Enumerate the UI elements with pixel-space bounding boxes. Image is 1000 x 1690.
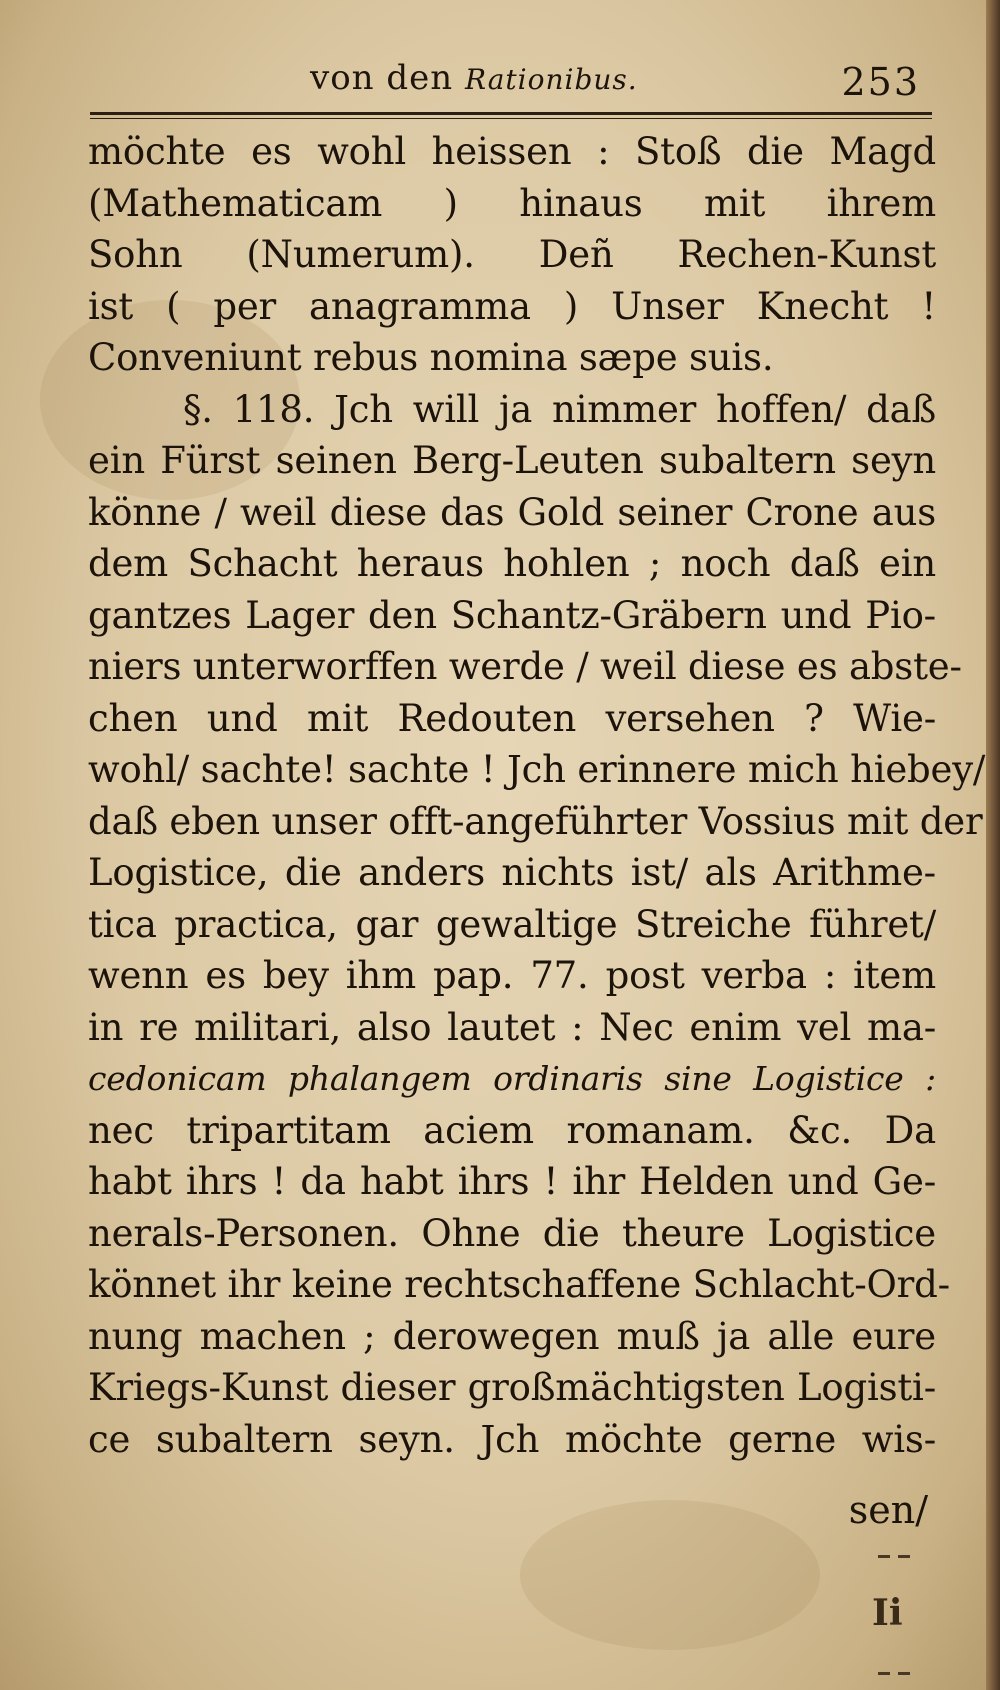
text-line: wohl/ sachte! sachte ! Jch erinnere mich hiebey/ xyxy=(88,748,986,791)
ornament-dash xyxy=(898,1555,910,1558)
text-line: nerals-Personen. Ohne die theure Logistice xyxy=(88,1211,936,1255)
header-rule xyxy=(90,112,932,115)
text-line: cedonicam phalangem ordinaris sine Logistice : xyxy=(88,1059,936,1098)
header-rule-thin xyxy=(90,118,932,119)
page-header xyxy=(90,58,940,108)
text-line: Logistice, die anders nichts ist/ als Arithme- xyxy=(88,851,936,894)
ornament-dash xyxy=(878,1672,890,1675)
text-line: ist ( per anagramma ) Unser Knecht ! xyxy=(88,284,936,328)
ornament-dash xyxy=(898,1672,910,1675)
running-title xyxy=(310,58,638,98)
text-line: §. 118. Jch will ja nimmer hoffen/ daß xyxy=(183,387,936,431)
text-line: nung machen ; derowegen muß ja alle eure xyxy=(88,1314,936,1358)
paper-stain xyxy=(520,1500,820,1650)
text-line: Conveniunt rebus nomina sæpe suis. xyxy=(88,336,774,379)
body-text xyxy=(88,126,986,1465)
text-line: niers unterworffen werde / weil diese es abste- xyxy=(88,645,962,688)
text-line: dem Schacht heraus hohlen ; noch daß ein xyxy=(88,542,936,585)
text-line: habt ihrs ! da habt ihrs ! ihr Helden und Ge- xyxy=(88,1160,936,1203)
page-spine-edge xyxy=(986,0,1000,1690)
text-line: daß eben unser offt-angeführter Vossius mit der xyxy=(88,799,983,843)
running-title-text: von den xyxy=(310,58,454,98)
text-line: möchte es wohl heissen : Stoß die Magd xyxy=(88,130,936,173)
text-line: Kriegs-Kunst dieser großmächtigsten Logisti- xyxy=(88,1366,936,1409)
running-title-italic: Rationibus. xyxy=(464,63,638,96)
text-line: gantzes Lager den Schantz-Gräbern und Pio- xyxy=(88,593,936,637)
text-line: ce subaltern seyn. Jch möchte gerne wis- xyxy=(88,1417,936,1461)
catchword: sen/ xyxy=(848,1488,928,1532)
text-line: (Mathematicam ) hinaus mit ihrem xyxy=(88,181,936,225)
text-line: Sohn (Numerum). Deñ Rechen-Kunst xyxy=(88,233,936,276)
text-line: wenn es bey ihm pap. 77. post verba : item xyxy=(88,954,936,997)
text-line: ein Fürst seinen Berg-Leuten subaltern seyn xyxy=(88,439,936,482)
text-line: nec tripartitam aciem romanam. &c. Da xyxy=(88,1108,936,1152)
text-line: könnet ihr keine rechtschaffene Schlacht-Ord- xyxy=(88,1263,950,1306)
text-line: tica practica, gar gewaltige Streiche führet/ xyxy=(88,902,936,946)
signature-mark: Ii xyxy=(872,1592,903,1634)
text-line: chen und mit Redouten versehen ? Wie- xyxy=(88,696,936,740)
text-line: könne / weil diese das Gold seiner Crone aus xyxy=(88,490,936,534)
ornament-dash xyxy=(878,1555,890,1558)
page-number: 253 xyxy=(841,60,920,104)
text-line: in re militari, also lautet : Nec enim vel ma- xyxy=(88,1005,936,1049)
